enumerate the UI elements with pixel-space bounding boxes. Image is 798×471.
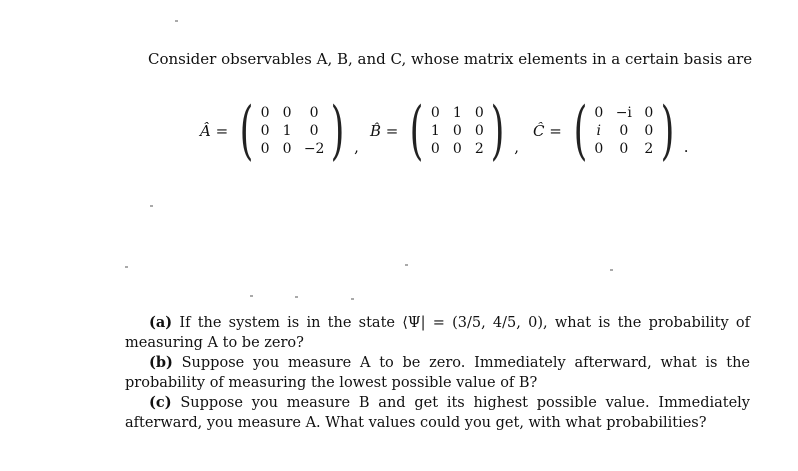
question-b — [125, 353, 750, 393]
matrix-cell: 0 — [644, 123, 654, 139]
matrix-cell: 0 — [594, 105, 604, 121]
matrix-cell: 0 — [282, 141, 292, 157]
matrix-cell: 1 — [282, 123, 292, 139]
matrix-cell: 0 — [260, 105, 270, 121]
matrix-punct: . — [683, 138, 689, 156]
scan-speck — [150, 205, 153, 207]
question-text: Suppose you measure B and get its highest possible value. Immediately afterward, you measure A. What values could you get, with what probabilities? — [125, 395, 750, 431]
scan-speck — [125, 266, 128, 268]
question-list — [125, 313, 750, 434]
matrix-b-label: B̂ = — [370, 122, 399, 140]
question-text: If the system is in the state ⟨Ψ| = (3/5, 4/5, 0), what is the probability of measuring A to be zero? — [125, 315, 751, 351]
matrix-cell: 0 — [309, 105, 319, 121]
matrix-cell: 0 — [619, 141, 629, 157]
matrix-cell: 0 — [430, 141, 440, 157]
question-label: (a) — [149, 314, 173, 331]
left-paren: ( — [573, 94, 588, 168]
matrix-cell: 0 — [594, 141, 604, 157]
matrix-c — [533, 88, 689, 174]
left-paren: ( — [409, 94, 424, 168]
matrix-cell: 0 — [619, 123, 629, 139]
matrix-cell: 0 — [644, 105, 654, 121]
question-label: (b) — [149, 354, 173, 372]
right-paren: ) — [330, 94, 345, 168]
matrix-cell: 1 — [452, 105, 462, 121]
matrix-cell: 0 — [452, 123, 462, 139]
matrix-cell: 0 — [474, 105, 484, 121]
matrix-cell: 1 — [430, 123, 440, 139]
question-c — [125, 393, 750, 433]
matrix-a-grid — [259, 105, 325, 157]
matrix-cell: i — [596, 123, 602, 139]
right-paren: ) — [660, 94, 675, 168]
matrix-b — [370, 88, 519, 174]
question-a — [125, 313, 750, 353]
matrix-c-label: Ĉ = — [533, 122, 562, 140]
matrix-cell: −i — [615, 105, 632, 121]
scan-speck — [351, 298, 354, 300]
matrix-cell: 0 — [452, 141, 462, 157]
scan-speck — [405, 264, 408, 266]
matrix-a — [200, 88, 359, 174]
scan-speck — [175, 20, 178, 22]
matrix-cell: 0 — [474, 123, 484, 139]
matrix-cell: 0 — [430, 105, 440, 121]
matrix-cell: 0 — [309, 123, 319, 139]
scan-speck — [295, 296, 298, 298]
matrix-punct: , — [514, 138, 520, 156]
left-paren: ( — [239, 94, 254, 168]
matrix-c-grid — [593, 105, 655, 157]
matrix-cell: 2 — [474, 141, 484, 157]
matrix-a-label: Â = — [200, 122, 229, 140]
scan-speck — [250, 295, 253, 297]
matrix-cell: −2 — [303, 141, 325, 157]
matrix-cell: 0 — [282, 105, 292, 121]
matrix-cell: 0 — [260, 123, 270, 139]
right-paren: ) — [490, 94, 505, 168]
matrix-cell: 2 — [644, 141, 654, 157]
matrix-punct: , — [354, 138, 359, 156]
scan-speck — [610, 269, 613, 271]
matrix-cell: 0 — [260, 141, 270, 157]
matrix-b-grid — [429, 105, 485, 157]
question-label: (c) — [149, 394, 172, 412]
question-text: Suppose you measure A to be zero. Immediately afterward, what is the probability of measuring the lowest possible value of B? — [125, 355, 750, 391]
matrix-row — [0, 88, 798, 178]
intro-text: Consider observables A, B, and C, whose matrix elements in a certain basis are — [148, 50, 753, 68]
